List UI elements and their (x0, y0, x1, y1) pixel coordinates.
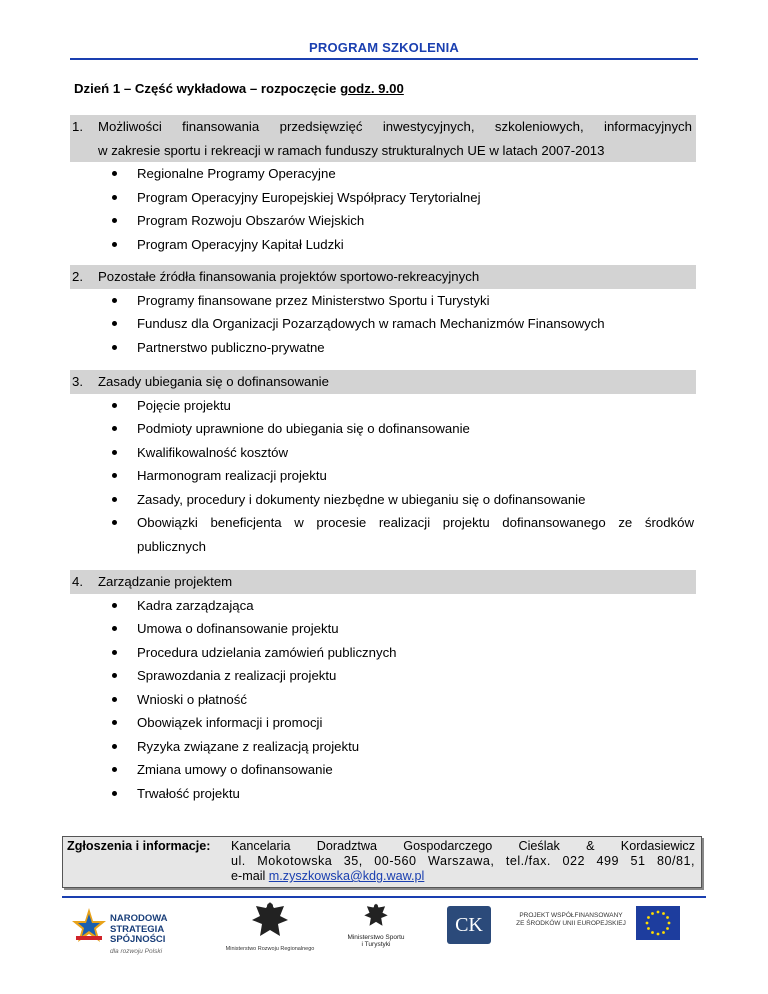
section-number: 1. (72, 119, 83, 134)
section-title-line1: Zarządzanie projektem (98, 574, 233, 589)
nss-line2: STRATEGIA SPÓJNOŚCI (110, 923, 166, 945)
section-4 (70, 570, 696, 805)
bullet-icon (112, 426, 117, 431)
eu-star (657, 933, 660, 936)
list-item (70, 688, 696, 712)
list-item-text: Pojęcie projektu (137, 397, 231, 413)
list-item-text: Umowa o dofinansowanie projektu (137, 621, 339, 636)
contact-box (62, 836, 702, 888)
list-item-text: Kadra zarządzająca (137, 597, 254, 613)
list-item-text: Program Operacyjny Kapitał Ludzki (137, 236, 344, 252)
section-1 (70, 115, 696, 256)
contact-email-link[interactable]: m.zyszkowska@kdg.waw.pl (268, 869, 425, 883)
section-title-line1: Pozostałe źródła finansowania projektów sportowo-rekreacyjnych (98, 269, 480, 284)
section-title-line1: Możliwości finansowania przedsięwzięć inwestycyjnych, szkoleniowych, informacyjnych (98, 119, 692, 134)
ck-logo-text: CK (455, 914, 483, 936)
bullet-icon (112, 242, 117, 247)
title-rule (70, 58, 698, 60)
bullet-icon (112, 744, 117, 749)
eu-star (662, 912, 665, 915)
bullet-icon (112, 673, 117, 678)
eu-star (651, 912, 654, 915)
section-number: 2. (72, 269, 83, 284)
list-item (70, 209, 696, 233)
contact-email-line (231, 869, 424, 885)
eu-star (646, 922, 649, 925)
bullet-icon (112, 720, 117, 725)
page-title: PROGRAM SZKOLENIA (308, 40, 459, 55)
list-item-text: Podmioty uprawnione do ubiegania się o dofinansowanie (137, 421, 470, 436)
section-title-line2: w zakresie sportu i rekreacji w ramach funduszy strukturalnych UE w latach 2007-2013 (98, 142, 605, 158)
section-2-list (70, 289, 696, 360)
eu-stars-icon (636, 906, 680, 940)
eu-flag-logo (636, 906, 680, 940)
section-4-list (70, 594, 696, 806)
list-item-text: Procedura udzielania zamówień publicznych (137, 644, 397, 660)
contact-email-prefix: e-mail (231, 869, 269, 883)
eu-star (647, 916, 650, 919)
bullet-icon (112, 626, 117, 631)
bullet-icon (112, 171, 117, 176)
list-item (70, 641, 696, 665)
bullet-icon (112, 345, 117, 350)
bullet-icon (112, 218, 117, 223)
list-item (70, 336, 696, 360)
section-3-list (70, 394, 696, 559)
day-heading-text: Dzień 1 – Część wykładowa – rozpoczęcie (74, 81, 341, 96)
bullet-icon (112, 298, 117, 303)
list-item (70, 594, 696, 618)
list-item-text: Regionalne Programy Operacyjne (137, 166, 336, 181)
ck-logo (447, 906, 491, 944)
eu-star (666, 916, 669, 919)
contact-label: Zgłoszenia i informacje: (67, 839, 211, 853)
section-3-heading (70, 370, 696, 394)
list-item (70, 441, 696, 465)
list-item-text: Partnerstwo publiczno-prywatne (137, 339, 325, 355)
list-item (70, 162, 696, 186)
section-3 (70, 370, 696, 558)
eu-star (651, 931, 654, 934)
bullet-icon (112, 697, 117, 702)
section-1-heading (70, 115, 696, 162)
list-item (70, 711, 696, 735)
bullet-icon (112, 767, 117, 772)
list-item (70, 289, 696, 313)
list-item (70, 186, 696, 210)
list-item (70, 312, 696, 336)
list-item-text: Programy finansowane przez Ministerstwo Sportu i Turystyki (137, 292, 490, 308)
list-item-text: Harmonogram realizacji projektu (137, 468, 327, 483)
list-item-text: Kwalifikowalność kosztów (137, 444, 288, 460)
section-2-heading (70, 265, 696, 289)
eu-star (668, 922, 671, 925)
section-2 (70, 265, 696, 359)
list-item-text-line2: publicznych (137, 538, 206, 554)
bullet-icon (112, 473, 117, 478)
eu-star (662, 931, 665, 934)
day-heading (74, 81, 404, 96)
eu-text-line2: ZE ŚRODKÓW UNII EUROPEJSKIEJ (516, 920, 626, 927)
nss-line3: dla rozwoju Polski (110, 947, 163, 955)
list-item-text: Sprawozdania z realizacji projektu (137, 668, 337, 683)
eu-star (647, 927, 650, 930)
msit-line2: i Turystyki (361, 941, 391, 948)
mrr-logo (222, 898, 318, 958)
eu-star (666, 927, 669, 930)
list-item-text: Zasady, procedury i dokumenty niezbędne w ubieganiu się o dofinansowanie (137, 491, 586, 507)
list-item (70, 782, 696, 806)
list-item (70, 464, 696, 488)
footer-rule (62, 896, 706, 898)
list-item (70, 664, 696, 688)
list-item-text: Fundusz dla Organizacji Pozarządowych w ramach Mechanizmów Finansowych (137, 316, 605, 331)
list-item-text: Program Operacyjny Europejskiej Współpracy Terytorialnej (137, 189, 481, 205)
bullet-icon (112, 603, 117, 608)
msit-caption (346, 934, 406, 948)
bullet-icon (112, 321, 117, 326)
list-item-text: Obowiązek informacji i promocji (137, 715, 323, 730)
list-item (70, 511, 696, 558)
list-item-text: Program Rozwoju Obszarów Wiejskich (137, 213, 365, 228)
list-item (70, 417, 696, 441)
nss-line1: NARODOWA (110, 913, 168, 924)
list-item (70, 758, 696, 782)
section-1-list (70, 162, 696, 256)
nss-logo (70, 904, 210, 955)
bullet-icon (112, 650, 117, 655)
bullet-icon (112, 497, 117, 502)
list-item-text: Ryzyka związane z realizacją projektu (137, 738, 360, 754)
list-item (70, 735, 696, 759)
contact-address: ul. Mokotowska 35, 00-560 Warszawa, tel./fax. 022 499 51 80/81, (231, 854, 695, 868)
section-4-heading (70, 570, 696, 594)
bullet-icon (112, 450, 117, 455)
msit-logo (346, 900, 406, 960)
eu-text-line1: PROJEKT WSPÓŁFINANSOWANY (519, 912, 623, 919)
bullet-icon (112, 403, 117, 408)
nss-text (110, 914, 210, 957)
eagle-icon (363, 900, 389, 932)
eu-cofinanced-text (512, 912, 630, 928)
list-item (70, 394, 696, 418)
contact-company: Kancelaria Doradztwa Gospodarczego Cieślak & Kordasiewicz (231, 839, 695, 853)
list-item-text: Zmiana umowy o dofinansowanie (137, 762, 333, 777)
list-item (70, 617, 696, 641)
section-number: 3. (72, 374, 83, 389)
day-start-time: godz. 9.00 (340, 81, 404, 96)
section-number: 4. (72, 574, 83, 589)
list-item-text-line1: Obowiązki beneficjenta w procesie realizacji projektu dofinansowanego ze środków (137, 515, 694, 530)
bullet-icon (112, 791, 117, 796)
list-item-text: Trwałość projektu (137, 785, 240, 801)
msit-line1: Ministerstwo Sportu (347, 934, 405, 941)
bullet-icon (112, 195, 117, 200)
bullet-icon (112, 520, 117, 525)
eagle-icon (250, 898, 290, 944)
section-title-line1: Zasady ubiegania się o dofinansowanie (98, 374, 329, 389)
eu-star (657, 911, 660, 914)
list-item (70, 233, 696, 257)
nss-star-icon (70, 906, 108, 946)
list-item (70, 488, 696, 512)
mrr-caption: Ministerstwo Rozwoju Regionalnego (225, 946, 315, 952)
list-item-text: Wnioski o płatność (137, 691, 247, 707)
